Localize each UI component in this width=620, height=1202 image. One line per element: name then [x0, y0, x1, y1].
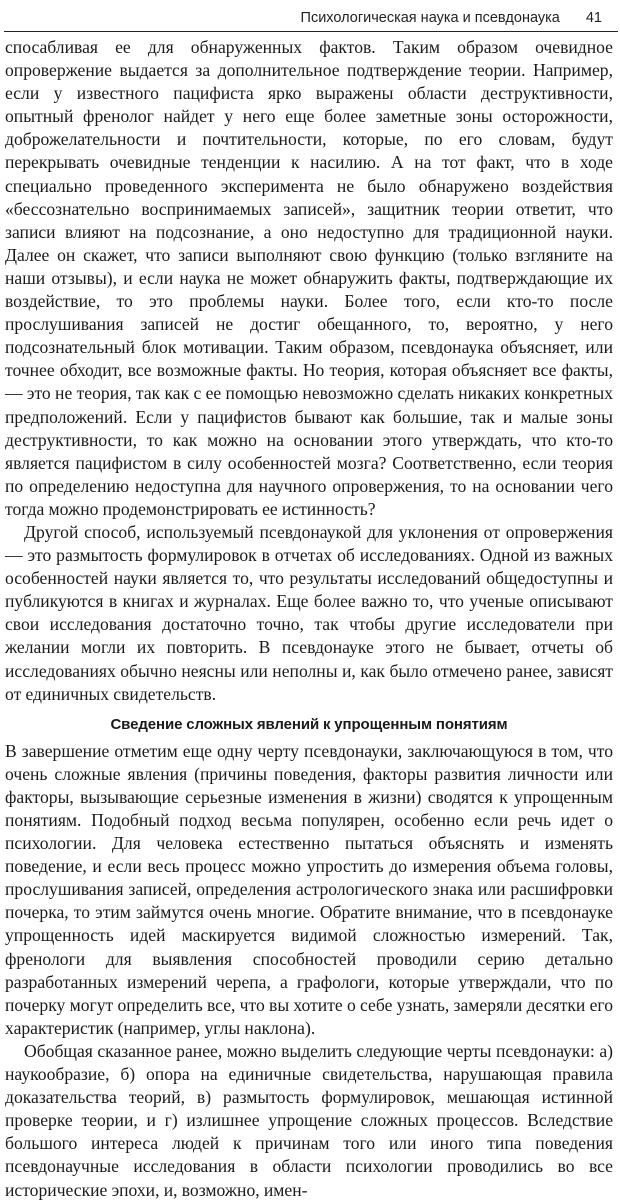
paragraph-continued: спосабливая ее для обнаруженных фактов. Таким образом очевидное опровержение выдается за дополнительное подтверждение теории. Например, если у известного пацифиста ярко выражены области деструктивности, опытный френолог найдет у него еще более заметные зоны осторожности, доброжелательности и почтительности, которые, по его словам, будут перекрывать очевидные тенденции к насилию. А на тот факт, что в ходе специально проведенного эксперимента не было обнаружено воздействия «бессознательно воспринимаемых записей», защитник теории ответит, что записи влияют на подсознание, а оно недоступно для традиционной науки. Далее он скажет, что записи выполняют свою функцию (только взгляните на наши отзывы), и если наука не может обнаружить факты, подтверждающие их воздействие, то это проблемы науки. Более того, если кто-то после прослушивания записей не достиг обещанного, то, вероятно, у него подсознательный блок мотивации. Таким образом, псевдонаука объясняет, или точнее обходит, все возможные факты. Но теория, которая объясняет все факты, — это не теория, так как с ее помощью невозможно сделать никаких конкретных предположений. Если у пацифистов бывают как большие, так и малые зоны деструктивности, то как можно на основании этого утверждать, что кто-то является пацифистом в силу особенностей мозга? Соответственно, если теория по определению недоступна для научного опровержения, то на основании чего тогда можно продемонстрировать ее истинность?	[5, 37, 613, 519]
paragraph: Другой способ, используемый псевдонаукой для уклонения от опровержения — это размытость формулировок в отчетах об исследованиях. Одной из важных особенностей науки является то, что результаты исследований общедоступны и публикуются в книгах и журналах. Еще более важно то, что ученые описывают свои исследования достаточно точно, так чтобы другие исследователи при желании могли их повторить. В псевдонауке этого не бывает, отчеты об исследованиях обычно неясны или неполны и, как было отмечено ранее, зависят от единичных свидетельств.	[5, 521, 613, 704]
running-header	[301, 0, 602, 26]
running-title: Психологическая наука и псевдонаука	[300, 10, 560, 26]
section-heading: Сведение сложных явлений к упрощенным понятиям	[110, 715, 508, 733]
page-number: 41	[585, 10, 602, 26]
header-rule	[4, 31, 618, 32]
paragraph: Обобщая сказанное ранее, можно выделить следующие черты псевдонауки: а) наукообразие, б) опора на единичные свидетельства, нарушающая правила доказательства теорий, в) размытость формулировок, мешающая истинной проверке теории, и г) излишнее упрощение сложных процессов. Вследствие большого интереса людей к причинам того или иного типа поведения псевдонаучные исследования в области психологии проводились во все исторические эпохи, и, возможно, имен-	[5, 1040, 613, 1200]
paragraph: В завершение отметим еще одну черту псевдонауки, заключающуюся в том, что очень сложные явления (причины поведения, факторы развития личности или факторы, вызывающие серьезные изменения в жизни) сводятся к упрощенным понятиям. Подобный подход весьма популярен, особенно если речь идет о психологии. Для человека естественно пытаться объяснять и изменять поведение, и если весь процесс можно упростить до измерения объема головы, прослушивания записей, определения астрологического знака или расшифровки почерка, то этим займутся очень многие. Обратите внимание, что в псевдонауке упрощенность идей маскируется видимой сложностью измерений. Так, френологи для выявления способностей проводили серию детально разработанных измерений черепа, а графологи, которые утверждали, что по почерку могут определить все, что вы хотите о себе узнать, замеряли десятки его характеристик (например, углы наклона).	[5, 740, 613, 1038]
page-body	[5, 36, 613, 1202]
